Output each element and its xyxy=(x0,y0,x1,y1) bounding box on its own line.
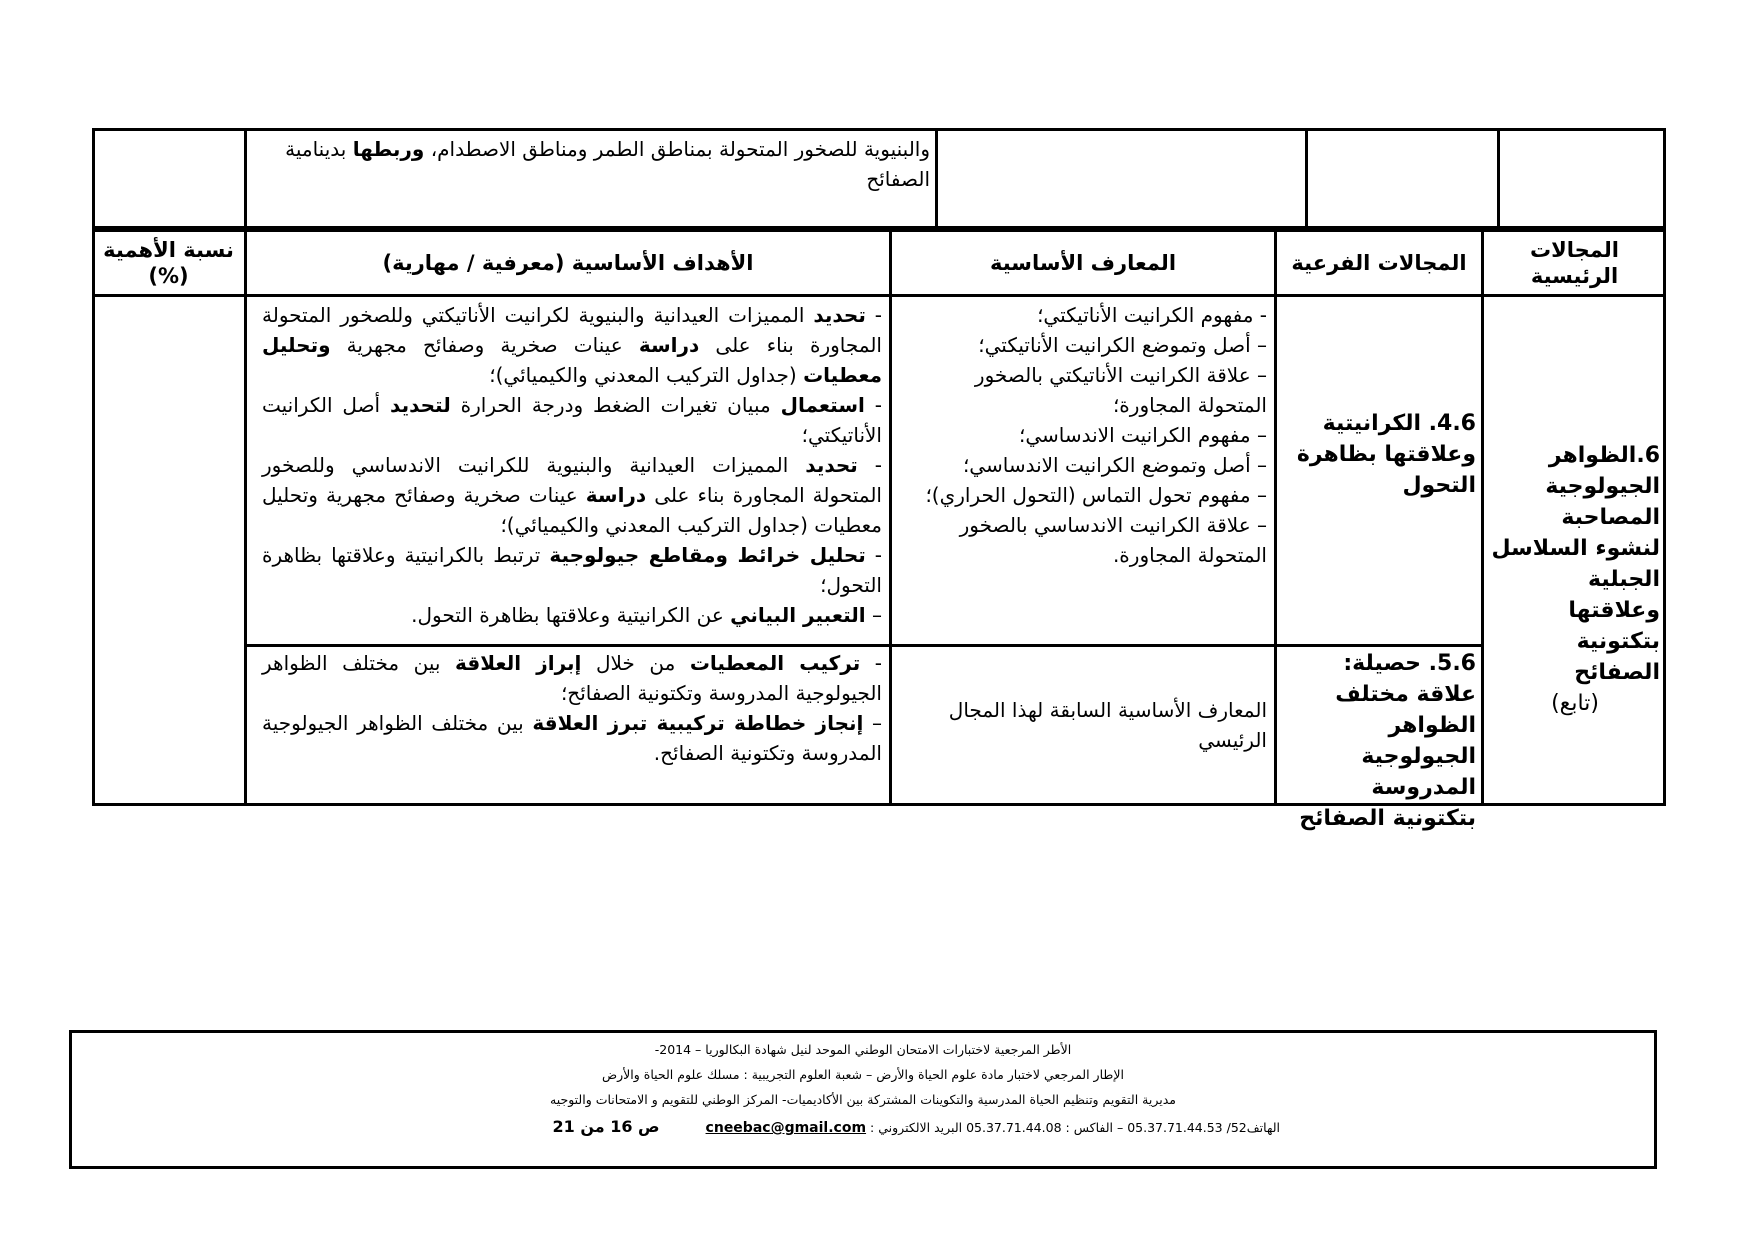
bold-keyword: إنجاز خطاطة تركيبية تبرز العلاقة xyxy=(532,711,864,735)
text-segment: المميزات العيدانية والبنيوية للكرانيت الاندساسي وللصخور المتحولة المجاورة بناء على xyxy=(262,453,882,507)
knowledge-item: – أصل وتموضع الكرانيت الاندساسي؛ xyxy=(962,453,1267,477)
bold-keyword: استعمال xyxy=(780,393,865,417)
objectives-list-5-6 xyxy=(262,648,882,803)
header-divider xyxy=(92,294,1666,297)
bold-keyword: لتحديد xyxy=(390,393,451,417)
text-segment: عينات صخرية وصفائح مجهرية وتحليل معطيات (جداول التركيب المعدني والكيميائي)؛ xyxy=(262,483,882,537)
text-segment: بين مختلف الظواهر الجيولوجية المدروسة وتكتونية الصفائح. xyxy=(262,711,882,765)
knowledge-item: – مفهوم تحول التماس (التحول الحراري)؛ xyxy=(925,483,1267,507)
footer-line-3: مديرية التقويم وتنظيم الحياة المدرسية والتكوينات المشتركة بين الأكاديميات- المركز الوطني للتقويم و الامتحانات والتوجيه xyxy=(550,1092,1176,1107)
footer-email-link[interactable]: cneebac@gmail.com xyxy=(705,1120,867,1136)
bold-keyword: وربطها xyxy=(352,137,425,161)
objective-item xyxy=(262,450,882,540)
header-sub-domains: المجالات الفرعية xyxy=(1291,251,1467,275)
knowledge-summary-5-6: المعارف الأساسية السابقة لهذا المجال الرئيسي xyxy=(948,698,1267,752)
sub-domain-5-6: 5.6. حصيلة: علاقة مختلف الظواهر الجيولوجية المدروسة بتكتونية الصفائح xyxy=(1299,651,1476,831)
text-segment: – xyxy=(863,711,882,735)
row-divider xyxy=(244,644,1484,647)
bold-keyword: تحليل خرائط ومقاطع جيولوجية xyxy=(549,543,866,567)
divider xyxy=(244,229,247,806)
text-segment: عينات صخرية وصفائح مجهرية xyxy=(330,333,639,357)
text-segment: عن الكرانيتية وعلاقتها بظاهرة التحول. xyxy=(411,603,731,627)
header-importance: نسبة الأهمية (%) xyxy=(103,238,234,288)
knowledge-item: – مفهوم الكرانيت الاندساسي؛ xyxy=(1018,423,1267,447)
divider xyxy=(935,128,938,229)
divider xyxy=(889,229,892,806)
main-domain-title: 6.الظواهر الجيولوجية المصاحبة لنشوء السلاسل الجبلية وعلاقتها بتكتونية الصفائح xyxy=(1491,443,1660,685)
text-segment: بين مختلف الظواهر الجيولوجية المدروسة وتكتونية الصفائح؛ xyxy=(262,651,882,705)
main-domain-continued: (تابع) xyxy=(1551,691,1599,716)
text-segment: بدينامية الصفائح xyxy=(285,137,930,191)
bold-keyword: التعبير البياني xyxy=(730,603,866,627)
bold-keyword: وتحليل معطيات xyxy=(262,333,882,387)
objective-item xyxy=(262,300,882,390)
footer-line-1: الأطر المرجعية لاختبارات الامتحان الوطني الموحد لنيل شهادة البكالوريا – 2014- xyxy=(654,1042,1072,1057)
objective-item xyxy=(262,600,882,630)
knowledge-item: - مفهوم الكرانيت الأناتيكتي؛ xyxy=(1037,303,1267,327)
text-segment: ترتبط بالكرانيتية وعلاقتها بظاهرة التحول؛ xyxy=(262,543,882,597)
text-segment: - xyxy=(857,453,883,477)
text-segment: - xyxy=(860,651,883,675)
bold-keyword: دراسة xyxy=(585,483,647,507)
sub-domain-4-6: 4.6. الكرانيتية وعلاقتها بظاهرة التحول xyxy=(1296,411,1476,498)
text-segment: والبنيوية للصخور المتحولة بمناطق الطمر ومناطق الاصطدام، xyxy=(424,137,930,161)
text-segment: - xyxy=(864,393,882,417)
footer-line-2: الإطار المرجعي لاختبار مادة علوم الحياة والأرض – شعبة العلوم التجريبية : مسلك علوم الحياة والأرض xyxy=(602,1067,1124,1082)
divider xyxy=(1497,128,1500,229)
divider xyxy=(1274,229,1277,806)
bold-keyword: تحديد xyxy=(805,453,858,477)
text-segment: المميزات العيدانية والبنيوية لكرانيت الأناتيكتي وللصخور المتحولة المجاورة بناء على xyxy=(262,303,882,357)
knowledge-list-4-6 xyxy=(905,300,1267,640)
header-main-domains: المجالات الرئيسية xyxy=(1530,238,1619,288)
footer-contact: الهاتف52/ 05.37.71.44.53 – الفاكس : 05.37.71.44.08 البريد الالكتروني : xyxy=(870,1120,1280,1135)
divider xyxy=(1305,128,1308,229)
text-segment: أصل الكرانيت الأناتيكتي؛ xyxy=(262,393,882,447)
text-segment: – xyxy=(865,603,882,627)
bold-keyword: تحديد xyxy=(813,303,866,327)
bold-keyword: إبراز العلاقة xyxy=(455,651,582,675)
text-segment: - xyxy=(865,543,882,567)
main-domain-cell xyxy=(1490,440,1660,716)
objective-item xyxy=(262,648,882,708)
objective-item xyxy=(262,540,882,600)
objective-continuation-text xyxy=(250,134,930,194)
knowledge-item: – علاقة الكرانيت الأناتيكتي بالصخور المتحولة المجاورة؛ xyxy=(974,363,1267,417)
text-segment: من خلال xyxy=(581,651,690,675)
text-segment: (جداول التركيب المعدني والكيميائي)؛ xyxy=(489,363,804,387)
objective-item xyxy=(262,390,882,450)
text-segment: - xyxy=(865,303,882,327)
divider xyxy=(244,128,247,229)
page-number: ص 16 من 21 xyxy=(552,1117,660,1136)
bold-keyword: تركيب المعطيات xyxy=(689,651,861,675)
footer-contact-line xyxy=(400,1115,1280,1141)
knowledge-item: – علاقة الكرانيت الاندساسي بالصخور المتحولة المجاورة. xyxy=(959,513,1267,567)
header-basic-objectives: الأهداف الأساسية (معرفية / مهارية) xyxy=(382,251,754,275)
header-basic-knowledge: المعارف الأساسية xyxy=(989,251,1177,275)
bold-keyword: دراسة xyxy=(638,333,700,357)
objective-item xyxy=(262,708,882,768)
objective-continuation xyxy=(250,134,930,224)
text-segment: مبيان تغيرات الضغط ودرجة الحرارة xyxy=(450,393,781,417)
knowledge-item: – أصل وتموضع الكرانيت الأناتيكتي؛ xyxy=(978,333,1267,357)
objectives-list-4-6 xyxy=(262,300,882,640)
divider xyxy=(1481,229,1484,806)
